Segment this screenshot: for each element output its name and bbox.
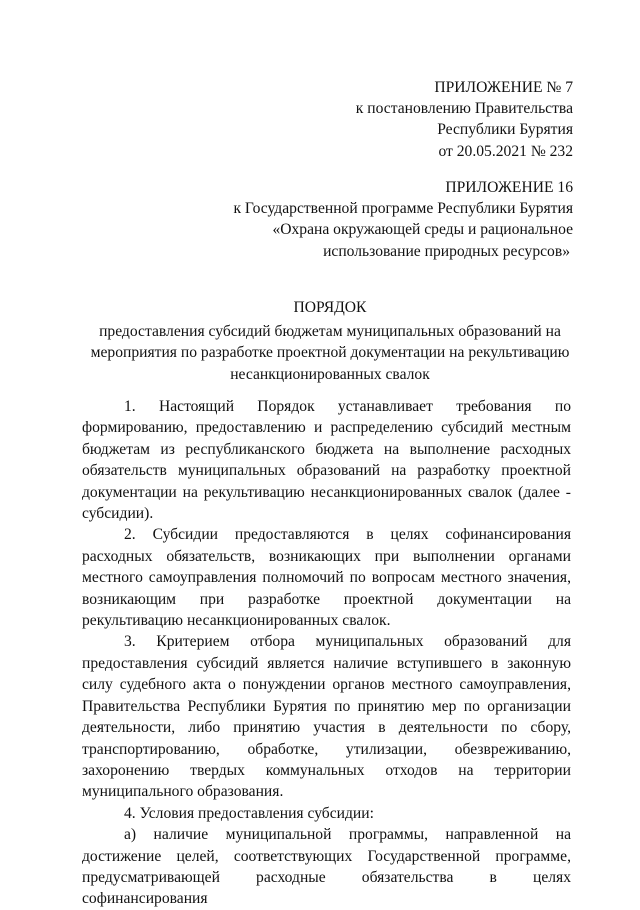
document-body	[82, 396, 571, 910]
appendix-7-line: к постановлению Правительства	[355, 100, 573, 118]
appendix-16-header	[233, 177, 573, 262]
appendix-7-date: от 20.05.2021 № 232	[438, 142, 573, 160]
title-subtitle-line: мероприятия по разработке проектной документации на рекультивацию	[90, 344, 570, 361]
appendix-7-title: ПРИЛОЖЕНИЕ № 7	[434, 79, 573, 96]
appendix-7-header	[356, 77, 573, 162]
paragraph-1: 1. Настоящий Порядок устанавливает требования по формированию, предоставлению и распределению субсидий местным бюджетам из республиканского бюджета на выполнение расходных обязательств муниципальных образований на разработку проектной документации на рекультивацию несанкционированных свалок (далее - субсидии).	[82, 398, 571, 523]
appendix-16-title: ПРИЛОЖЕНИЕ 16	[445, 179, 573, 196]
appendix-16-line: к Государственной программе Республики Бурятия	[233, 200, 573, 218]
paragraph-3: 3. Критерием отбора муниципальных образований для предоставления субсидий является наличие вступившего в законную силу судебного акта о понуждении органов местного самоуправления, Правительства Республики Бурятия по принятию мер по организации деятельности, либо принятию участия в деятельности по сбору, транспортированию, обработке, утилизации, обезвреживанию, захоронению твердых коммунальных отходов на территории муниципального образования.	[82, 633, 571, 801]
document-title	[60, 297, 600, 385]
title-subtitle-line: несанкционированных свалок	[230, 365, 430, 383]
appendix-7-line: Республики Бурятия	[437, 121, 573, 139]
appendix-16-line: «Охрана окружающей среды и рациональное	[272, 221, 573, 239]
paragraph-4: 4. Условия предоставления субсидии:	[124, 804, 374, 822]
paragraph-2: 2. Субсидии предоставляются в целях софинансирования расходных обязательств, возникающих при выполнении органами местного самоуправления полномочий по вопросам местного значения, возникающим при разработке проектной документации на рекультивацию несанкционированных свалок.	[82, 526, 571, 630]
title-heading: ПОРЯДОК	[293, 299, 367, 316]
appendix-16-line: использование природных ресурсов»	[323, 242, 570, 260]
title-subtitle-line: предоставления субсидий бюджетам муниципальных образований на	[99, 322, 561, 340]
paragraph-4a: а) наличие муниципальной программы, направленной на достижение целей, соответствующих Государственной программе, предусматривающей расходные обязательства в целях софинансирования	[82, 826, 571, 908]
